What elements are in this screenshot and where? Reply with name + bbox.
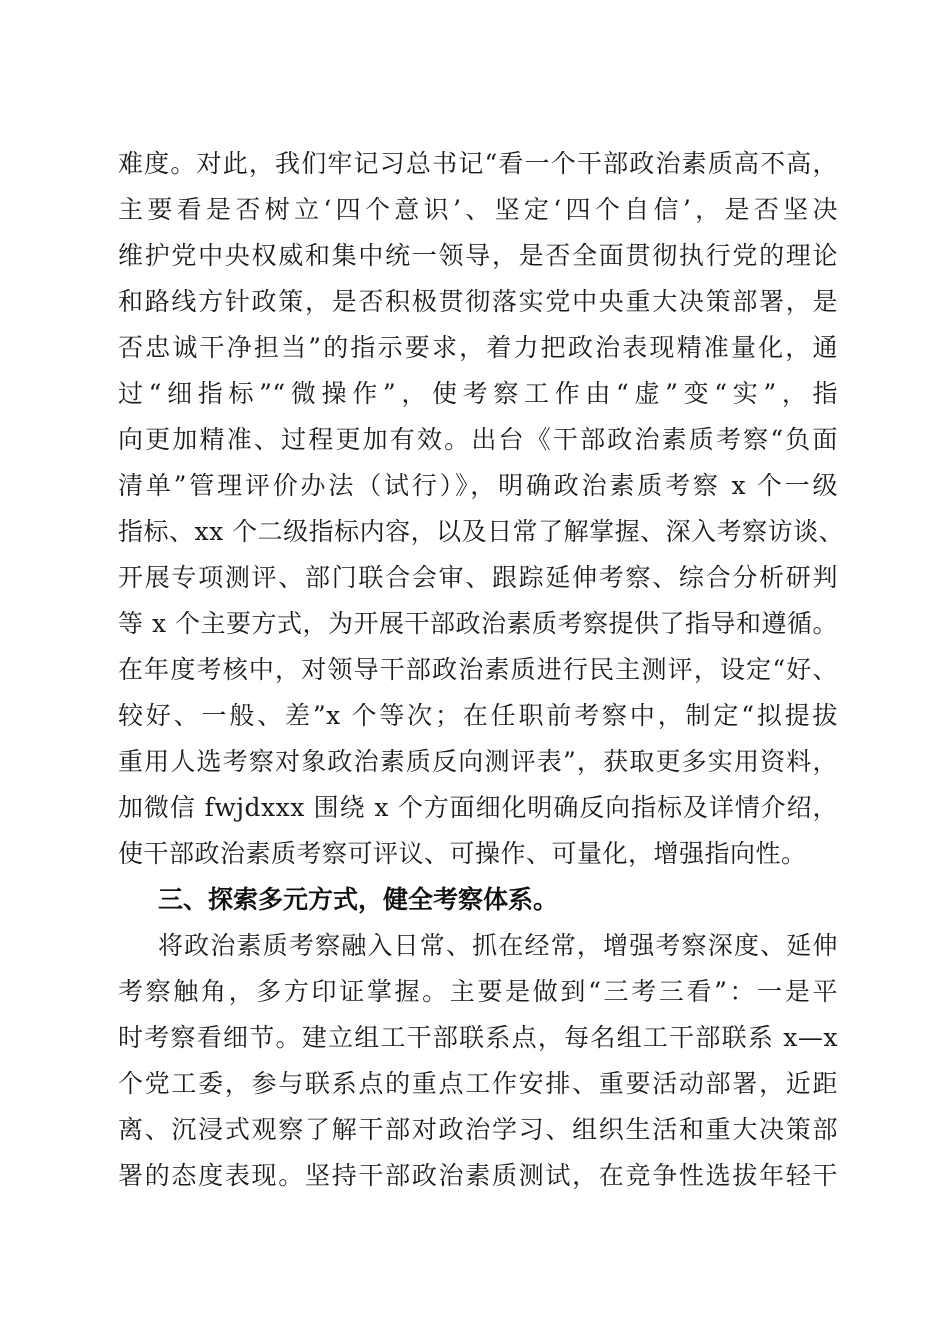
paragraph-line: 等 x 个主要方式，为开展干部政治素质考察提供了指导和遵循。 — [118, 609, 838, 638]
paragraph-line: 清单”管理评价办法（试行）》，明确政治素质考察 x 个一级 — [118, 471, 838, 500]
paragraph-line: 署的态度表现。坚持干部政治素质测试，在竞争性选拔年轻干 — [118, 1161, 838, 1190]
paragraph-line: 离、沉浸式观察了解干部对政治学习、组织生活和重大决策部 — [118, 1115, 838, 1144]
paragraph-line: 过“细指标”“微操作”，使考察工作由“虚”变“实”，指 — [118, 379, 838, 408]
paragraph-line: 在年度考核中，对领导干部政治素质进行民主测评，设定“好、 — [118, 655, 838, 684]
paragraph-line: 重用人选考察对象政治素质反向测评表”，获取更多实用资料， — [118, 747, 838, 776]
paragraph-line: 开展专项测评、部门联合会审、跟踪延伸考察、综合分析研判 — [118, 563, 838, 592]
paragraph-line: 时考察看细节。建立组工干部联系点，每名组工干部联系 x—x — [118, 1023, 838, 1052]
paragraph-line: 向更加精准、过程更加有效。出台《干部政治素质考察“负面 — [118, 425, 838, 454]
paragraph-line: 主要看是否树立‘四个意识’、坚定‘四个自信’，是否坚决 — [118, 195, 838, 224]
paragraph-line: 将政治素质考察融入日常、抓在经常，增强考察深度、延伸 — [158, 931, 838, 960]
paragraph-line: 否忠诚干净担当”的指示要求，着力把政治表现精准量化，通 — [118, 333, 838, 362]
paragraph-line: 使干部政治素质考察可评议、可操作、可量化，增强指向性。 — [118, 839, 807, 868]
section-heading: 三、探索多元方式，健全考察体系。 — [158, 885, 559, 914]
paragraph-line: 加微信 fwjdxxx 围绕 x 个方面细化明确反向指标及详情介绍， — [118, 793, 838, 822]
paragraph-line: 和路线方针政策，是否积极贯彻落实党中央重大决策部署，是 — [118, 287, 838, 316]
paragraph-line: 难度。对此，我们牢记习总书记“看一个干部政治素质高不高， — [118, 149, 838, 178]
paragraph-line: 指标、xx 个二级指标内容，以及日常了解掌握、深入考察访谈、 — [118, 517, 845, 546]
paragraph-line: 个党工委，参与联系点的重点工作安排、重要活动部署，近距 — [118, 1069, 838, 1098]
paragraph-line: 较好、一般、差”x 个等次；在任职前考察中，制定“拟提拔 — [118, 701, 838, 730]
paragraph-line: 考察触角，多方印证掌握。主要是做到“三考三看”：一是平 — [118, 977, 838, 1006]
paragraph-line: 维护党中央权威和集中统一领导，是否全面贯彻执行党的理论 — [118, 241, 838, 270]
